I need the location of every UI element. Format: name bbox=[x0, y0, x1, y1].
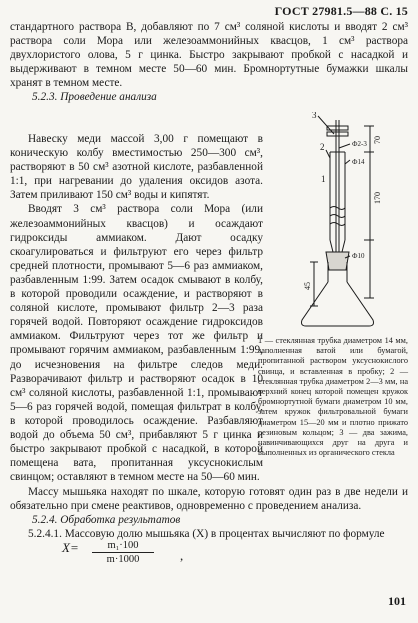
section-heading-5-2-3: 5.2.3. Проведение анализа bbox=[32, 91, 157, 104]
figure-caption bbox=[258, 336, 408, 458]
dim-phi-2-3: Ф2-3 bbox=[352, 140, 367, 148]
paragraph: Массу мышьяка находят по шкале, которую готовят один раз в две недели и обязательно при смене реактивов, одновременно с проведением анализа. bbox=[10, 486, 408, 513]
text-block-middle bbox=[10, 132, 263, 484]
label-2: 2 bbox=[320, 142, 325, 152]
formula-fraction bbox=[92, 540, 154, 565]
page-number: 101 bbox=[388, 594, 406, 608]
formula-denominator: m·1000 bbox=[106, 554, 140, 565]
label-1: 1 bbox=[321, 174, 326, 184]
paragraph: стандартного раствора В, добавляют по 7 см³ соляной кислоты и вводят 2 см³ раствора соли Мора или железоаммонийных квасцов, 1 см³ раствора двухлористого олова, 5 г цинка. Быстро закрывают пробкой с насадкой и выдерживают в темном месте 50—60 мин. Бромнортутные бумажки шкалы хранят в темном месте. bbox=[10, 21, 408, 90]
text-block-bottom bbox=[10, 485, 408, 541]
paragraph: Вводят 3 см³ раствора соли Мора (или железоаммонийных квасцов) и осаждают гидроксиды аммиаком. Дают осадку скоагулироваться и фильтруют его через фильтр средней плотности, промывают 5—6 раз аммиаком, разбавленным 1:99. Затем осадок смывают в колбу, в которой проводили осаждение, и растворяют в соляной кислоте, промывают фильтр 2—3 раза горячей водой. Повторяют осаждение гидроксидов аммиаком. Фильтруют через тот же фильтр и промывают горячим аммиаком, разбавленным 1:99, до исчезновения на фильтре следов меди. Разворачивают фильтр и растворяют осадок в 10 см³ соляной кислоты, разбавленной 1:1, промывают 5—6 раз горячей водой, помещая фильтрат в колбу, в которой проводилось осаждение. Разбавляют водой до объема 50 см³, прибавляют 5 г цинка и быстро закрывают пробкой с насадкой, в которой помещена вата, пропитанная уксуснокислым свинцом; оставляют в темном месте на 50—60 мин. bbox=[10, 203, 263, 484]
formula-numerator: m₁·100 bbox=[92, 540, 154, 553]
formula-comma: , bbox=[180, 548, 184, 563]
page-header: ГОСТ 27981.5—88 С. 15 bbox=[274, 4, 408, 18]
dim-45: 45 bbox=[303, 282, 312, 290]
caption-text: 1 — стеклянная трубка диаметром 14 мм, заполненная ватой или бумагой, пропитанной раствором уксуснокислого свинца, и вставленная в пробку; 2 — стеклянная трубка диаметром 2—3 мм, на верхний конец которой помещен кружок бромнортутной бумаги диаметром 10 мм, затем кружок фильтровальной бумаги диаметром 15—20 мм и плотно прижато резиновым кольцом; 3 — два зажима, навинчивающихся друг на друга и выполненных из органического стекла bbox=[258, 336, 408, 458]
dim-phi-14: Ф14 bbox=[352, 158, 365, 166]
paragraph: 5.2.4.1. Массовую долю мышьяка (X) в процентах вычисляют по формуле bbox=[28, 528, 385, 541]
label-3: 3 bbox=[312, 112, 317, 120]
text-block-top bbox=[10, 20, 408, 105]
section-heading-5-2-4: 5.2.4. Обработка результатов bbox=[32, 514, 181, 527]
formula-lhs: X= bbox=[62, 540, 79, 555]
paragraph: Навеску меди массой 3,00 г помещают в коническую колбу вместимостью 250—300 см³, растворяют в 50 см³ азотной кислоте, разбавленной 1:1, при нагревании до удаления оксидов азота. Затем приливают 150 см³ воды и кипятят. bbox=[10, 133, 263, 202]
dim-70: 70 bbox=[373, 136, 382, 144]
dim-170: 170 bbox=[373, 192, 382, 204]
dim-phi-10: Ф10 bbox=[352, 252, 365, 260]
apparatus-figure bbox=[266, 112, 408, 341]
apparatus-drawing bbox=[266, 112, 408, 336]
